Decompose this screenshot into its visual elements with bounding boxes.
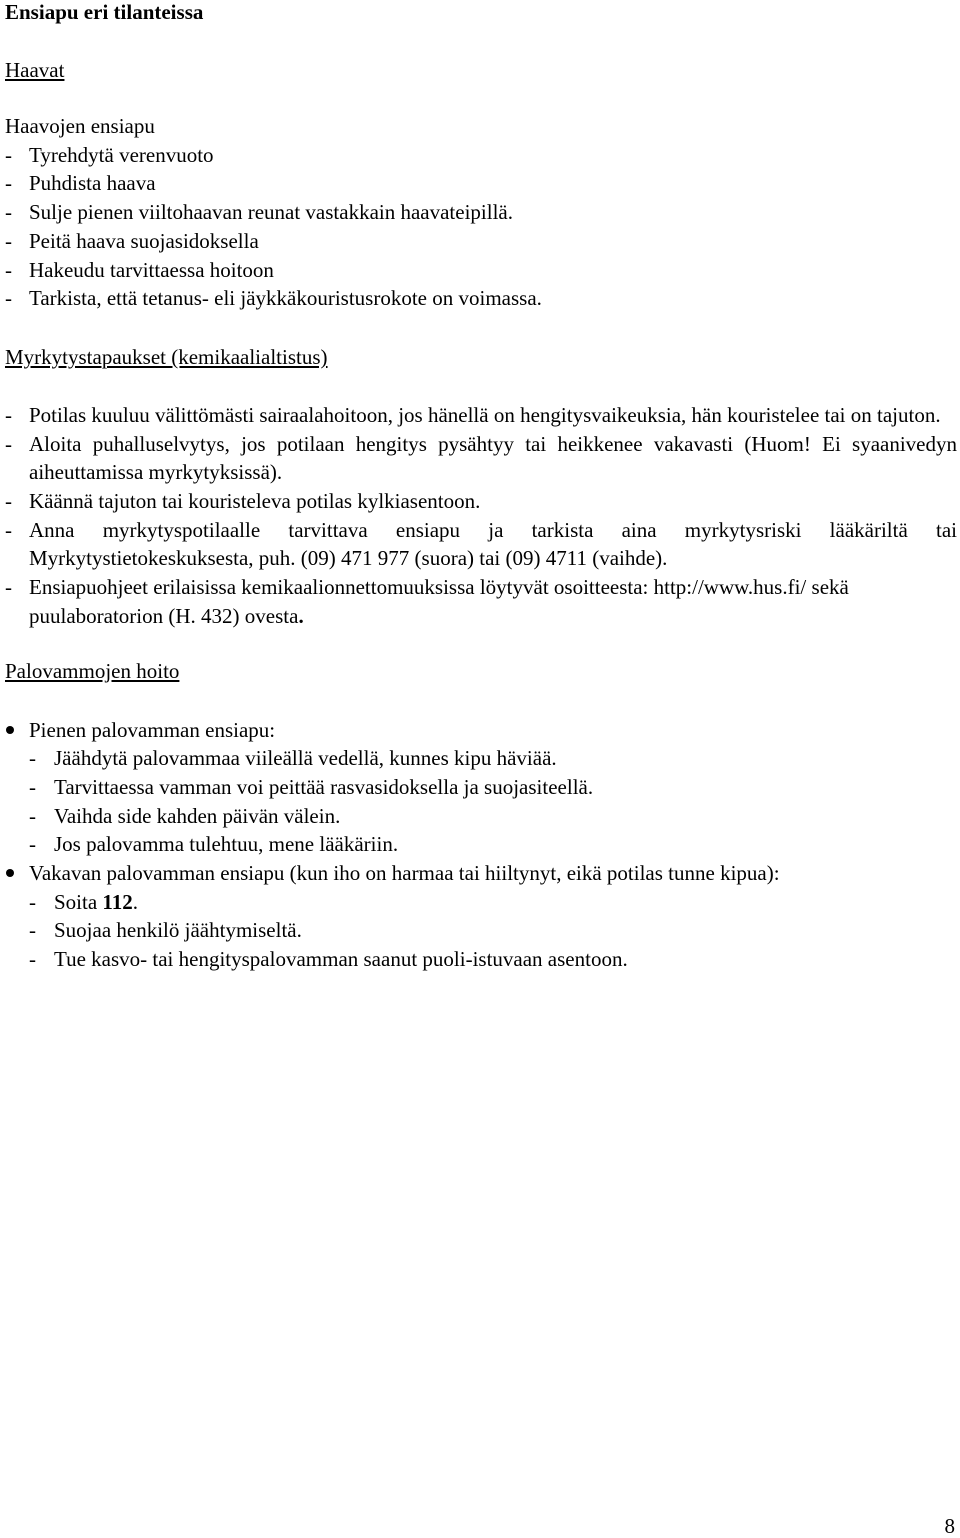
- list-item: [5, 744, 957, 773]
- dash-marker: -: [5, 200, 12, 225]
- dash-marker: -: [29, 832, 36, 857]
- dash-marker: -: [29, 947, 36, 972]
- list-item-text: [54, 888, 138, 917]
- list-item: [5, 773, 957, 802]
- list-item-text: Tarkista, että tetanus- eli jäykkäkouristusrokote on voimassa.: [29, 286, 542, 311]
- list-item: [5, 141, 957, 170]
- wounds-list: [5, 141, 957, 313]
- list-item-text: Vaihda side kahden päivän välein.: [54, 803, 341, 828]
- list-item: [5, 198, 957, 227]
- list-item-text: Anna myrkytyspotilaalle tarvittava ensiapu ja tarkista aina myrkytysriski lääkäriltä tai Myrkytystietokeskuksesta, puh. (09) 471 977 (suora) tai (09) 4711 (vaihde).: [29, 517, 957, 571]
- bullet-icon: [5, 859, 29, 888]
- poisoning-list: [5, 401, 957, 631]
- list-item-text: Aloita puhalluselvytys, jos potilaan hengitys pysähtyy tai heikkenee vakavasti (Huom! Ei syaanivedyn aiheuttamissa myrkytyksissä).: [29, 431, 957, 485]
- dash-marker: -: [5, 171, 12, 196]
- dash-marker: -: [5, 575, 12, 600]
- dash-marker: -: [5, 489, 12, 514]
- bullet-item-label: Pienen palovamman ensiapu:: [29, 717, 276, 742]
- list-item-text: Sulje pienen viiltohaavan reunat vastakkain haavateipillä.: [29, 200, 513, 225]
- list-item: [5, 888, 957, 917]
- page-number: 8: [944, 1514, 955, 1538]
- section-heading-poisoning: Myrkytystapaukset (kemikaalialtistus): [5, 344, 328, 369]
- list-item: [5, 227, 957, 256]
- dash-marker: -: [29, 889, 36, 914]
- list-item-text: Suojaa henkilö jäähtymiseltä.: [54, 918, 302, 943]
- dash-marker: -: [5, 142, 12, 167]
- section-heading-wounds: Haavat: [5, 58, 65, 82]
- list-item-text: Jos palovamma tulehtuu, mene lääkäriin.: [54, 832, 399, 857]
- emergency-number: 112: [102, 889, 133, 914]
- dash-marker: -: [5, 257, 12, 282]
- section-heading-burns: Palovammojen hoito: [5, 658, 180, 683]
- call-prefix: Soita: [54, 889, 103, 914]
- dash-marker: -: [5, 517, 12, 542]
- list-item: [5, 573, 957, 630]
- dash-marker: -: [5, 286, 12, 311]
- list-item: [5, 487, 957, 516]
- list-item: [5, 430, 957, 487]
- dash-marker: -: [29, 803, 36, 828]
- list-item-text: Peitä haava suojasidoksella: [29, 228, 259, 253]
- dash-marker: -: [5, 402, 12, 427]
- list-item: [5, 916, 957, 945]
- dash-marker: -: [29, 774, 36, 799]
- list-item: [5, 401, 957, 430]
- list-item-text: Tue kasvo- tai hengityspalovamman saanut puoli-istuvaan asentoon.: [54, 947, 628, 972]
- call-suffix: .: [132, 889, 139, 914]
- list-item: [5, 169, 957, 198]
- dash-marker: -: [29, 746, 36, 771]
- dash-marker: -: [5, 431, 12, 456]
- list-item-text: [29, 573, 957, 630]
- burns-list: [5, 716, 957, 974]
- bullet-item-severe-burn: [5, 859, 957, 888]
- list-item: [5, 830, 957, 859]
- list-item-text-body: Ensiapuohjeet erilaisissa kemikaalionnettomuuksissa löytyvät osoitteesta: http://www.hus.fi/ sekä puulaboratorion (H. 432) ovesta: [29, 575, 849, 628]
- list-item-text: Jäähdytä palovammaa viileällä vedellä, kunnes kipu häviää.: [54, 746, 557, 771]
- list-item-end-mark: .: [298, 603, 304, 628]
- list-item-text: Tarvittaessa vamman voi peittää rasvasidoksella ja suojasiteellä.: [54, 774, 594, 799]
- list-item-text: Hakeudu tarvittaessa hoitoon: [29, 257, 274, 282]
- bullet-icon: [5, 716, 29, 745]
- wounds-subheading: Haavojen ensiapu: [5, 114, 155, 138]
- document-title: Ensiapu eri tilanteissa: [5, 0, 204, 24]
- dash-marker: -: [29, 918, 36, 943]
- document-page: [5, 0, 957, 974]
- list-item-text: Käännä tajuton tai kouristeleva potilas kylkiasentoon.: [29, 489, 481, 514]
- list-item-text: Potilas kuuluu välittömästi sairaalahoitoon, jos hänellä on hengitysvaikeuksia, hän kouristelee tai on tajuton.: [29, 402, 941, 427]
- list-item: [5, 284, 957, 313]
- list-item-text: Tyrehdytä verenvuoto: [29, 142, 214, 167]
- bullet-item-label: Vakavan palovamman ensiapu (kun iho on harmaa tai hiiltynyt, eikä potilas tunne kipua):: [29, 861, 780, 886]
- bullet-item-small-burn: [5, 716, 957, 745]
- list-item: [5, 256, 957, 285]
- list-item: [5, 802, 957, 831]
- list-item-text: Puhdista haava: [29, 171, 156, 196]
- list-item: [5, 945, 957, 974]
- list-item: [5, 516, 957, 573]
- dash-marker: -: [5, 228, 12, 253]
